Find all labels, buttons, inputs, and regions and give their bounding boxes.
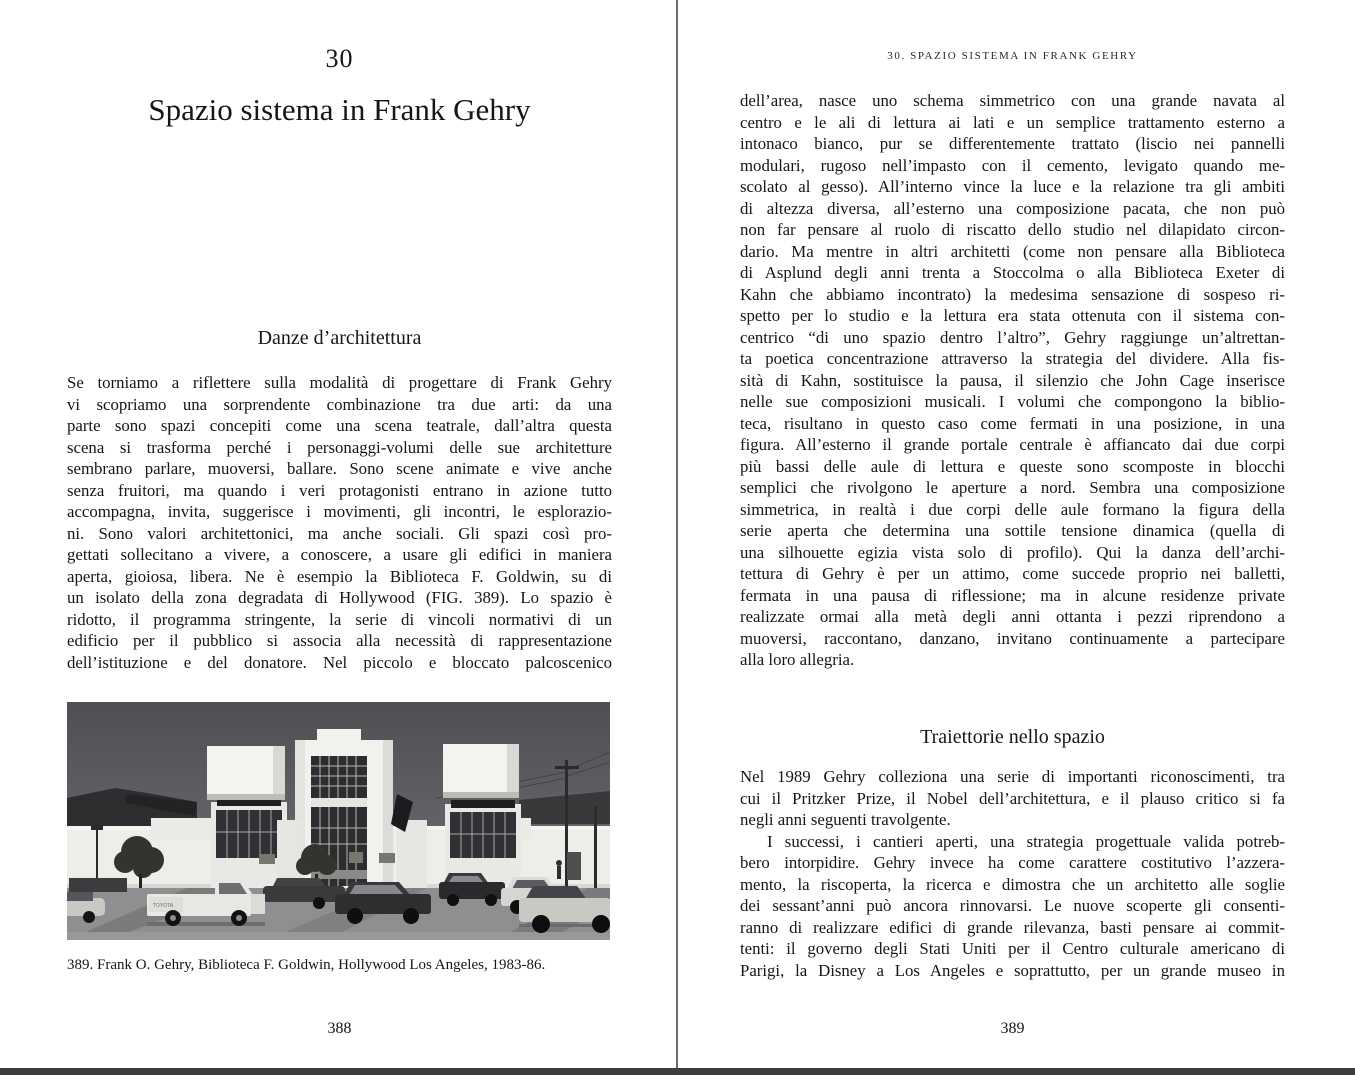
section-heading-danze: Danze d’architettura <box>257 327 422 349</box>
text-line: una silhouette egizia vista solo di profilo). Qui la danza dell’archi- <box>740 542 1285 562</box>
text-line: teca, risultano in questo caso come fermati in una posizione, in una <box>740 413 1285 433</box>
text-line: serie aperta che determina una sottile tensione dinamica (quella di <box>740 521 1285 540</box>
text-line: parte sono spazi concepiti come una scena teatrale, dall’altra questa <box>67 416 612 435</box>
paragraph <box>740 831 1285 982</box>
text-line: bero intorpidire. Gehry invece ha come carattere costitutivo l’azzera- <box>740 853 1285 872</box>
text-line: ni. Sono valori architettonici, ma anche sociali. Gli spazi così pro- <box>67 523 612 543</box>
paragraph <box>740 766 1285 831</box>
text-line: Parigi, la Disney a Los Angeles e soprattutto, per un grande museo in <box>740 960 1285 980</box>
paragraph <box>67 372 612 673</box>
text-line: edificio per il pubblico si associa alla necessità di rappresentazione <box>67 631 612 650</box>
chapter-number: 30 <box>325 44 354 73</box>
text-line: mento, la riscoperta, la ricerca e dimostra che un architetto alle soglie <box>740 874 1285 894</box>
text-line: semplici che rivolgono le aperture a nord. Sembra una composizione <box>740 478 1285 497</box>
text-line: tenti: il governo degli Stati Uniti per il Centro culturale americano di <box>740 939 1285 958</box>
truck-label: TOYOTA <box>153 903 174 909</box>
text-line: gettati sollecitano a vivere, a conoscere, a usare gli edifici in maniera <box>67 545 612 564</box>
text-line: di Asplund degli anni trenta a Stoccolma o alla Biblioteca Exeter di <box>740 263 1285 282</box>
text-line: non far pensare al ruolo di riscatto dello studio nel dilapidato circon- <box>740 220 1285 239</box>
text-line: di altezza diversa, all’esterno una composizione pacata, che non può <box>740 198 1285 218</box>
photo-left-tower <box>207 746 287 888</box>
text-line: simmetrica, in realtà i due corpi delle aule formano la figura della <box>740 499 1285 519</box>
text-line: sità di Kahn, sostituisce la pausa, il silenzio che John Cage inserisce <box>740 370 1285 390</box>
text-line: vi scopriamo una sorprendente combinazione tra due arti: da una <box>67 394 612 414</box>
text-line: ridotto, il programma stringente, la serie di vincoli normativi di un <box>67 609 612 629</box>
page-number-left: 388 <box>327 1020 352 1037</box>
text-line: spetto per lo studio e la lettura era stata ottenuta con il sistema con- <box>740 306 1285 325</box>
text-line: accompagna, invita, suggerisce i movimenti, gli incontri, le esplorazio- <box>67 502 612 521</box>
running-header: 30. SPAZIO SISTEMA IN FRANK GEHRY <box>887 50 1138 62</box>
text-line: I successi, i cantieri aperti, una strategia progettuale valida potreb- <box>767 831 1285 851</box>
text-line: un isolato della zona degradata di Hollywood (FIG. 389). Lo spazio è <box>67 588 612 607</box>
text-line: dell’istituzione e del donatore. Nel piccolo e bloccato palcoscenico <box>67 652 612 672</box>
page-number-right: 389 <box>1000 1020 1025 1037</box>
text-line: modulari, rugoso nell’impasto con il cemento, levigato quando me- <box>740 155 1285 175</box>
viewer-bottom-edge <box>0 1068 1355 1075</box>
text-line: centro e le ali di lettura ai lati e un semplice trattamento esterno a <box>740 112 1285 132</box>
text-line: nelle sue composizioni musicali. I volumi che compongono la biblio- <box>740 392 1285 411</box>
text-line: Nel 1989 Gehry colleziona una serie di importanti riconoscimenti, tra <box>740 767 1285 786</box>
text-line: scolato al gesso). All’interno vince la luce e la relazione tra gli ambiti <box>740 177 1285 196</box>
text-line: realizzate ormai alla metà degli anni ottanta i pezzi riprendono a <box>740 607 1285 626</box>
text-line: cui il Pritzker Prize, il Nobel dell’architettura, e il plauso critico si fa <box>740 788 1285 808</box>
photo-right-tower <box>443 744 521 888</box>
text-line: dell’area, nasce uno schema simmetrico con una grande navata al <box>740 91 1285 110</box>
text-line: scena si trasforma perché i personaggi-volumi delle sue architetture <box>67 437 612 457</box>
text-line: figura. All’esterno il grande portale centrale è affiancato dai due corpi <box>740 435 1285 454</box>
text-line: negli anni seguenti travolgente. <box>740 810 951 829</box>
text-line: ta poetica concentrazione attraverso la strategia del dividere. Alla fis- <box>740 349 1285 368</box>
body-text-right-top <box>740 90 1285 671</box>
text-line: fermata in una pausa di riflessione; ma in alcune residenze private <box>740 585 1285 605</box>
text-line: dario. Ma mentre in altri architetti (come non pensare alla Biblioteca <box>740 241 1285 261</box>
text-line: ranno di realizzare edifici di grande rilevanza, basti pensare ai commit- <box>740 917 1285 937</box>
text-line: senza fruitori, ma quando i veri protagonisti entrano in azione tutto <box>67 480 612 500</box>
text-line: intonaco bianco, pur se differentemente trattato (liscio nei pannelli <box>740 134 1285 153</box>
text-line: Kahn che abbiamo incontrato) la medesima sensazione di sospeso ri- <box>740 284 1285 304</box>
paragraph <box>740 90 1285 671</box>
text-line: aperta, gioiosa, libera. Ne è esempio la Biblioteca F. Goldwin, su di <box>67 566 612 586</box>
text-line: tettura di Gehry è per un attimo, come succede proprio nei balletti, <box>740 564 1285 583</box>
body-text-right-bottom <box>740 766 1285 981</box>
text-line: più bassi delle aule di lettura e queste sono scomposte in blocchi <box>740 456 1285 476</box>
chapter-title: Spazio sistema in Frank Gehry <box>148 92 531 127</box>
text-line: alla loro allegria. <box>740 650 855 669</box>
body-text-left <box>67 372 612 673</box>
library-photo <box>67 702 610 940</box>
page-gutter-divider <box>676 0 678 1075</box>
figure-caption: 389. Frank O. Gehry, Biblioteca F. Goldwin, Hollywood Los Angeles, 1983-86. <box>67 957 546 973</box>
figure-389 <box>67 702 610 940</box>
photo-person <box>556 860 562 866</box>
text-line: centrico “di uno spazio dentro l’altro”, Gehry raggiunge un’altrettan- <box>740 327 1285 347</box>
text-line: sembrano parlare, muoversi, ballare. Sono scene animate e vive anche <box>67 459 612 478</box>
text-line: dei sessant’anni può ancora rinnovarsi. Le nuove scoperte gli consenti- <box>740 896 1285 915</box>
section-heading-traiettorie: Traiettorie nello spazio <box>920 726 1105 748</box>
text-line: muoversi, raccontano, danzano, invitano continuamente a partecipare <box>740 628 1285 648</box>
text-line: Se torniamo a riflettere sulla modalità di progettare di Frank Gehry <box>67 373 612 392</box>
